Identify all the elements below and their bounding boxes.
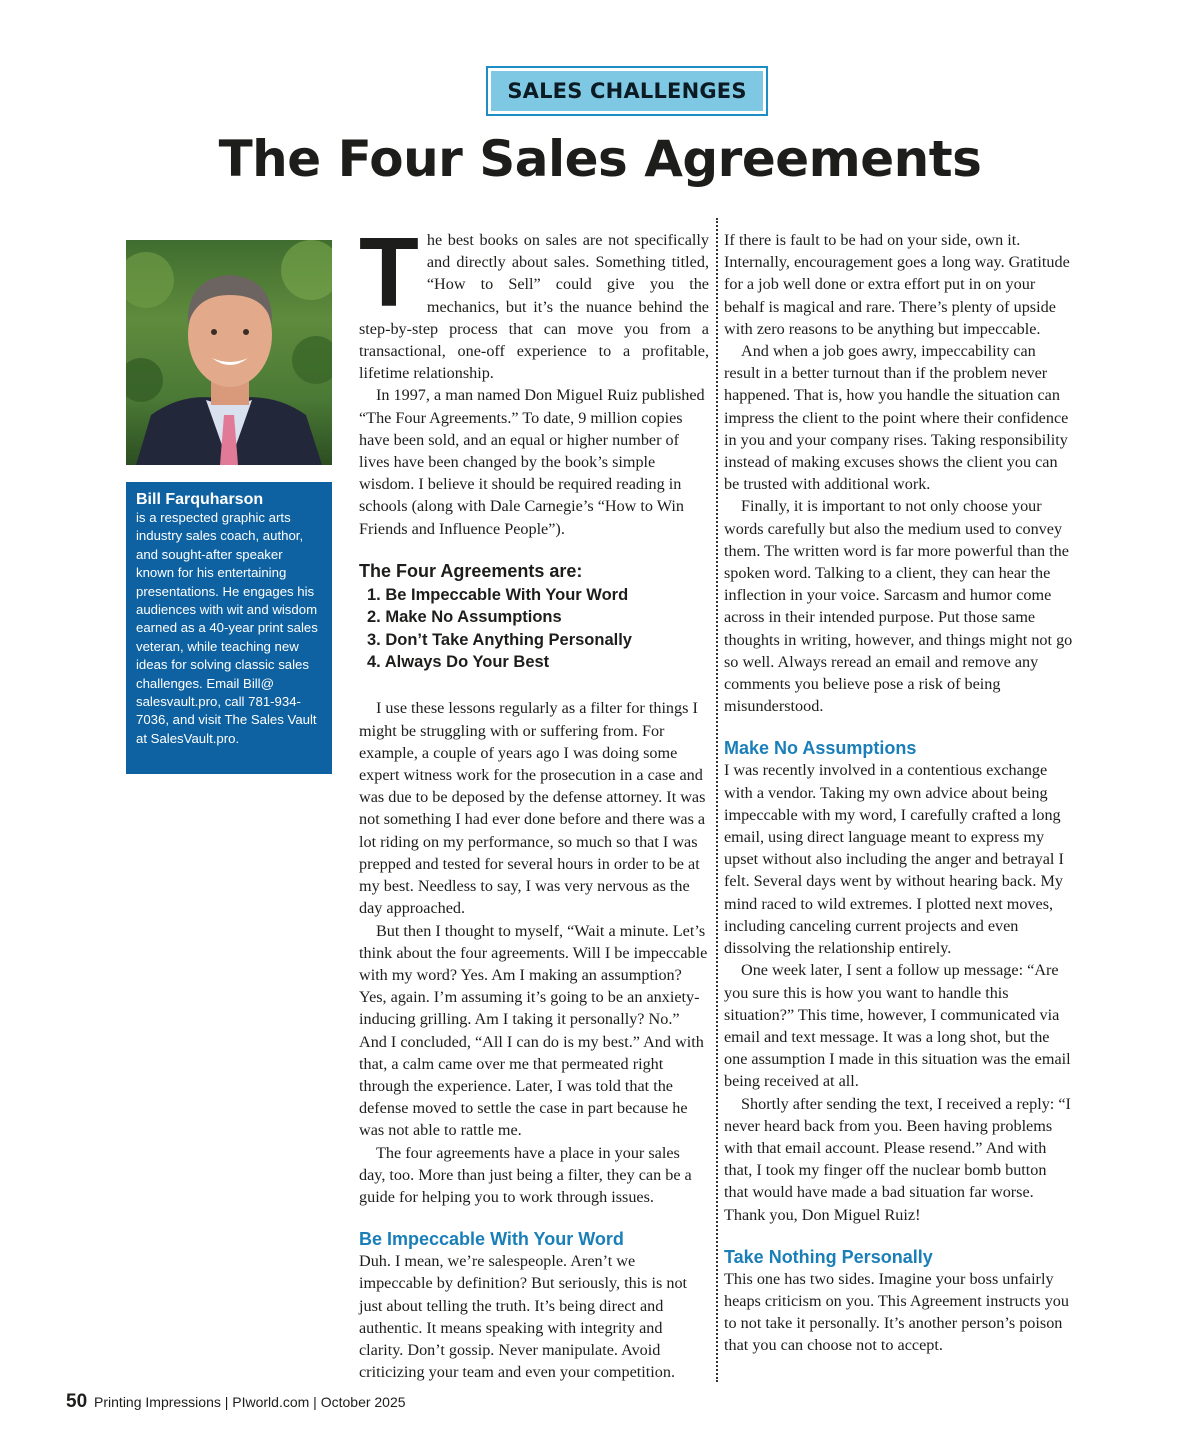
paragraph: I was recently involved in a contentious exchange with a vendor. Taking my own advice about being impeccable with my word, I carefully crafted a long email, using direct language meant to express my upset without also including the anger and betrayal I felt. Several days went by without hearing back. My mind raced to wild extremes. I plotted next moves, including canceling current projects and even dissolving the relationship entirely. (724, 761, 1064, 958)
subheading: Be Impeccable With Your Word (359, 1229, 624, 1250)
paragraph: In 1997, a man named Don Miguel Ruiz published “The Four Agreements.” To date, 9 million copies have been sold, and an equal or higher number of lives have been changed by the book’s simple wisdom. I believe it should be required reading in schools (along with Dale Carnegie’s “How to Win Friends and Influence People”). (359, 386, 705, 538)
paragraph: Finally, it is important to not only choose your words carefully but also the medium used to convey them. The written word is far more powerful than the spoken word. Talking to a client, they can hear the inflection in your voice. Sarcasm and humor come across in their intended purpose. Put those same thoughts in writing, however, and things might not go so well. Always reread an email and remove any comments you believe pose a risk of being misunderstood. (724, 497, 1073, 716)
author-name: Bill Farquharson (136, 491, 264, 508)
list-item: 2. Make No Assumptions (367, 608, 562, 627)
page-number: 50 (66, 1391, 88, 1412)
article-column-2 (724, 229, 1074, 1357)
paragraph: I use these lessons regularly as a filter for things I might be struggling with or suffering from. For example, a couple of years ago I was doing some expert witness work for the prosecution in a case and was due to be deposed by the defense attorney. It was not something I had ever done before and there was a lot riding on my performance, so much so that I was prepped and tested for several hours in order to be at my best. Needless to say, I was very nervous as the day approached. (359, 699, 706, 918)
footer-text: Printing Impressions | PIworld.com | October 2025 (94, 1394, 406, 1410)
subheading: Take Nothing Personally (724, 1246, 933, 1267)
section-badge (486, 66, 768, 116)
author-photo (126, 240, 332, 465)
author-bio: is a respected graphic arts industry sales coach, author, and sought-after speaker known for his entertaining presentations. He engages his audiences with wit and wisdom earned as a 40-year print sales veteran, while teaching new ideas for solving classic sales challenges. Email Bill@ salesvault.pro, call 781-934-7036, and visit The Sales Vault at SalesVault.pro. (136, 510, 318, 746)
paragraph: One week later, I sent a follow up message: “Are you sure this is how you want to handle this situation?” This time, however, I communicated via email and text message. It was a long shot, but the one assumption I made in this situation was the email being received at all. (724, 961, 1071, 1091)
list-item: 1. Be Impeccable With Your Word (367, 585, 629, 604)
paragraph: Shortly after sending the text, I received a reply: “I never heard back from you. Been having problems with that email account. Please resend.” And with that, I took my finger off the nuclear bomb button that would have made a bad situation far worse. Thank you, Don Miguel Ruiz! (724, 1094, 1071, 1224)
paragraph: And when a job goes awry, impeccability can result in a better turnout than if the problem never happened. That is, how you handle the situation can impress the client to the point where their confidence in you and your company rises. Taking responsibility instead of making excuses shows the client you can be trusted with additional work. (724, 342, 1069, 494)
list-item: 4. Always Do Your Best (367, 653, 550, 672)
article-column-1 (359, 217, 709, 1383)
column-divider (716, 218, 718, 1382)
drop-cap: T (359, 217, 419, 327)
article-headline: The Four Sales Agreements (218, 130, 982, 188)
paragraph: Duh. I mean, we’re salespeople. Aren’t we impeccable by definition? But seriously, this is not just about telling the truth. It’s being direct and authentic. It means speaking with integrity and clarity. Don’t gossip. Never manipulate. Avoid criticizing your team and even your competition. (359, 1252, 688, 1382)
paragraph: The four agreements have a place in your sales day, too. More than just being a filter, they can be a guide for helping you to work through issues. (359, 1143, 692, 1206)
list-title: The Four Agreements are: (359, 560, 583, 581)
paragraph: he best books on sales are not specifically and directly about sales. Something titled, “How to Sell” could give you the mechanics, but it’s the nuance behind the step-by-step process that can move you from a transactional, one-off experience to a profitable, lifetime relationship. (359, 231, 709, 383)
author-bio-box (126, 482, 332, 774)
page-footer (66, 1391, 406, 1413)
paragraph: But then I thought to myself, “Wait a minute. Let’s think about the four agreements. Will I be impeccable with my word? Yes. Am I making an assumption? Yes, again. I’m assuming it’s going to be an anxiety-inducing grilling. Am I taking it personally? No.” And I concluded, “All I can do is my best.” And with that, a calm came over me that permeated right through the experience. Later, I was told that the defense moved to settle the case in part because he was not able to rattle me. (359, 921, 708, 1140)
list-item: 3. Don’t Take Anything Personally (367, 630, 632, 649)
paragraph: If there is fault to be had on your side, own it. Internally, encouragement goes a long way. Gratitude for a job well done or extra effort put in on your behalf is magical and rare. There’s plenty of upside with zero reasons to be anything but impeccable. (724, 231, 1070, 338)
subheading: Make No Assumptions (724, 738, 917, 759)
paragraph: This one has two sides. Imagine your boss unfairly heaps criticism on you. This Agreement instructs you to not take it personally. It’s another person’s poison that you can choose not to accept. (724, 1269, 1069, 1355)
section-badge-label: SALES CHALLENGES (491, 71, 763, 111)
